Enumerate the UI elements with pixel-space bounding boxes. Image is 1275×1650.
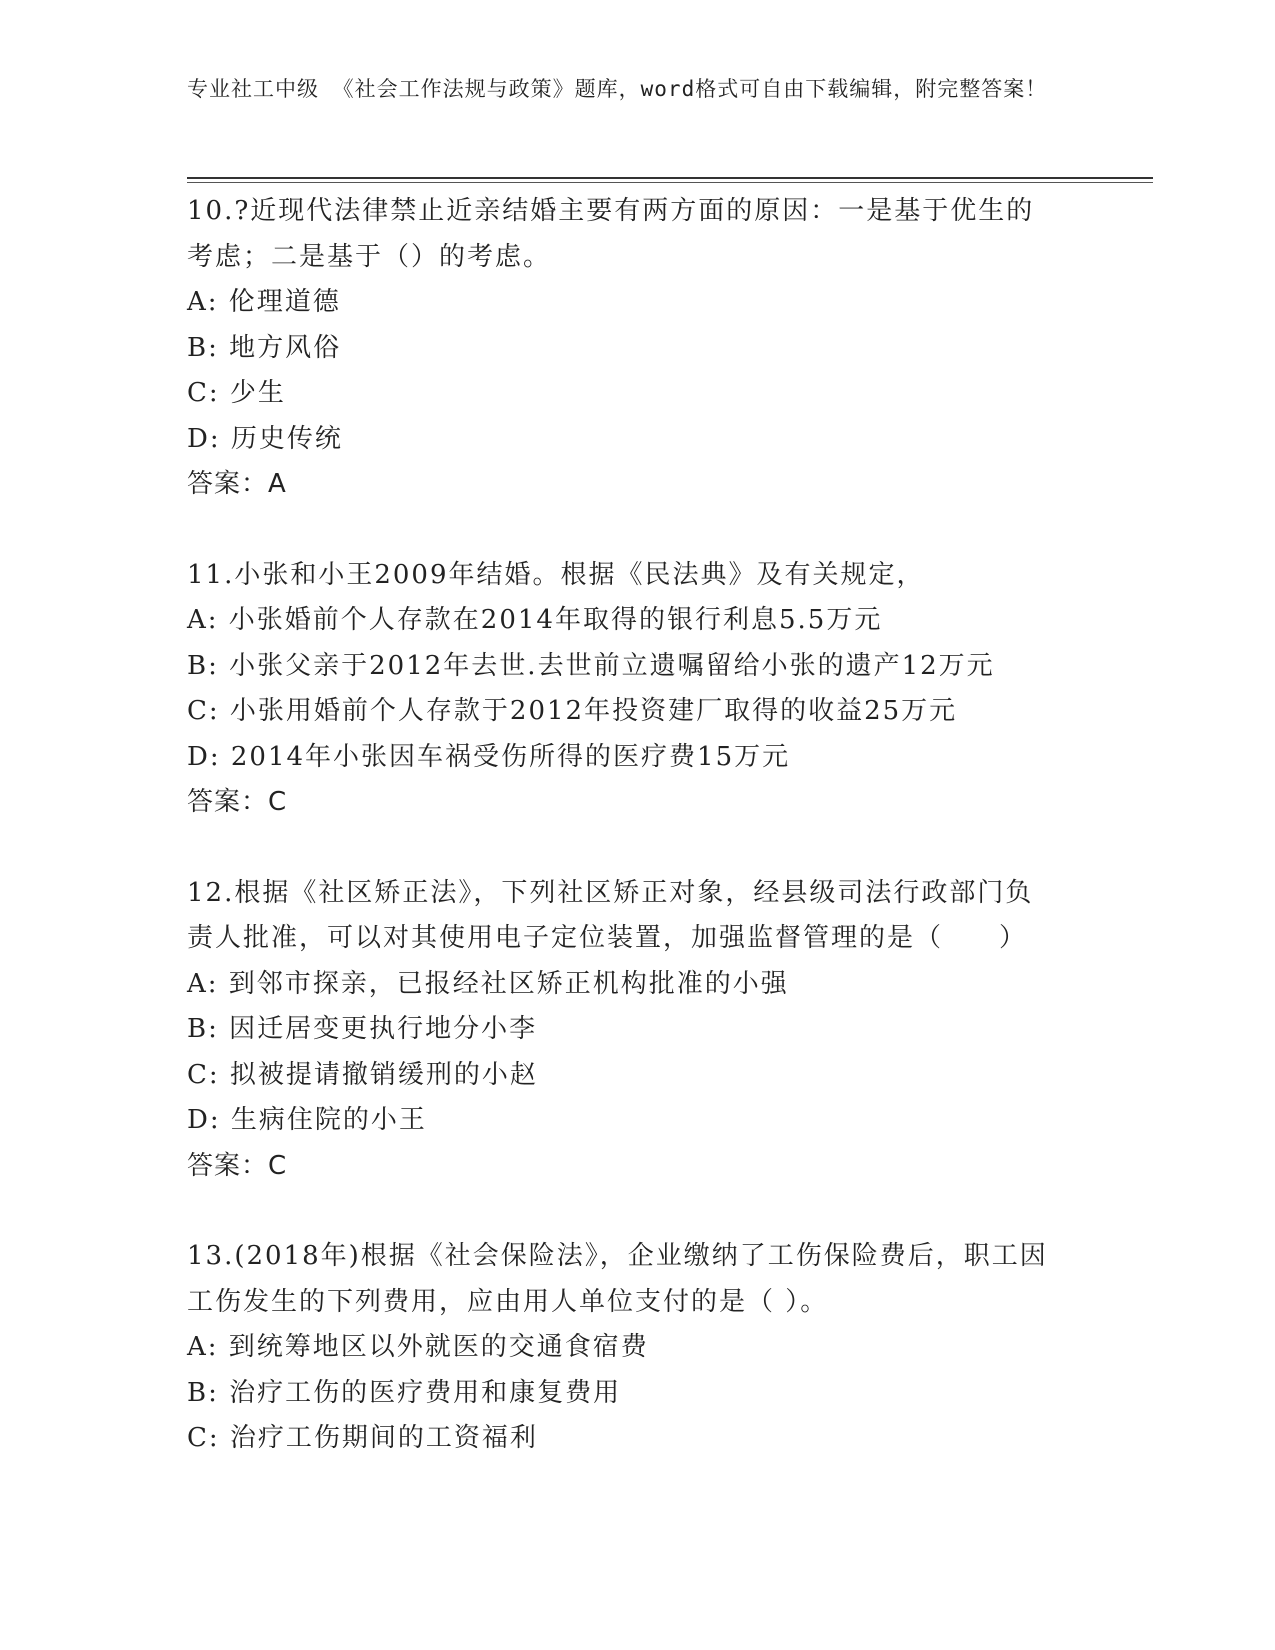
option-d: D: 2014年小张因车祸受伤所得的医疗费15万元 xyxy=(187,741,791,772)
question-stem-line: 11.小张和小王2009年结婚。根据《民法典》及有关规定， xyxy=(187,559,925,590)
option-c: C: 治疗工伤期间的工资福利 xyxy=(187,1423,538,1453)
question-10 xyxy=(187,189,1087,508)
question-stem-line: 12.根据《社区矫正法》，下列社区矫正对象，经县级司法行政部门负 xyxy=(187,877,1034,908)
option-a: A: 到邻市探亲，已报经社区矫正机构批准的小强 xyxy=(187,968,789,999)
option-c: C: 少生 xyxy=(187,378,286,408)
answer-label: 答案：A xyxy=(187,469,287,499)
answer-label: 答案：C xyxy=(187,787,288,817)
question-stem-line: 13.(2018年)根据《社会保险法》，企业缴纳了工伤保险费后，职工因 xyxy=(187,1241,1048,1271)
question-stem-line: 10.?近现代法律禁止近亲结婚主要有两方面的原因：一是基于优生的 xyxy=(187,196,1035,226)
option-a: A: 小张婚前个人存款在2014年取得的银行利息5.5万元 xyxy=(187,605,883,635)
question-11 xyxy=(187,553,1087,826)
option-c: C: 小张用婚前个人存款于2012年投资建厂取得的收益25万元 xyxy=(187,696,958,726)
header-divider-thin xyxy=(187,182,1153,183)
question-12 xyxy=(187,871,1087,1190)
option-a: A: 伦理道德 xyxy=(187,287,341,317)
option-b: B: 小张父亲于2012年去世.去世前立遗嘱留给小张的遗产12万元 xyxy=(187,650,995,681)
question-stem-line: 责人批准，可以对其使用电子定位装置，加强监督管理的是（ ） xyxy=(187,923,1028,953)
question-stem-line: 考虑；二是基于（）的考虑。 xyxy=(187,241,552,272)
option-b: B: 地方风俗 xyxy=(187,332,342,363)
question-stem-line: 工伤发生的下列费用，应由用人单位支付的是（ ）。 xyxy=(187,1286,829,1317)
question-list xyxy=(187,189,1087,1507)
option-b: B: 治疗工伤的医疗费用和康复费用 xyxy=(187,1377,622,1408)
answer-label: 答案：C xyxy=(187,1150,288,1181)
option-b: B: 因迁居变更执行地分小李 xyxy=(187,1014,538,1044)
question-13 xyxy=(187,1234,1087,1462)
option-d: D: 历史传统 xyxy=(187,423,343,454)
option-c: C: 拟被提请撤销缓刑的小赵 xyxy=(187,1059,538,1090)
option-d: D: 生病住院的小王 xyxy=(187,1105,427,1135)
page-header: 专业社工中级 《社会工作法规与政策》题库，word格式可自由下载编辑，附完整答案！ xyxy=(187,77,1048,101)
option-a: A: 到统筹地区以外就医的交通食宿费 xyxy=(187,1332,649,1362)
header-divider-thick xyxy=(187,177,1153,179)
